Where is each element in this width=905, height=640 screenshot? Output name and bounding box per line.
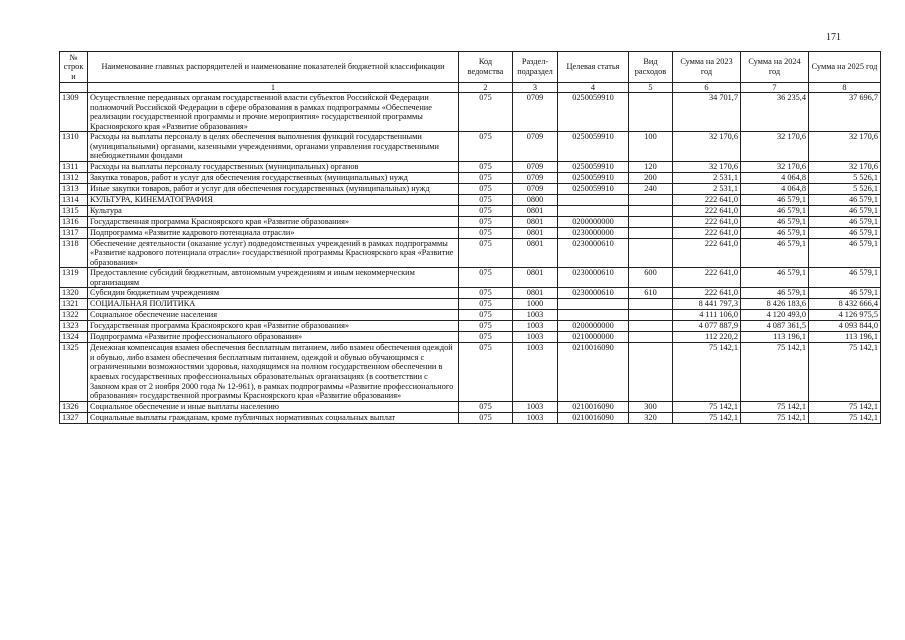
table-row [60, 299, 881, 310]
budget-table [59, 51, 881, 424]
row-number: 1314 [60, 194, 88, 205]
row-kind [629, 238, 673, 268]
row-name: Предоставление субсидий бюджетным, автономным учреждениям и иным некоммерческим организациям [88, 268, 459, 288]
row-sum-2023: 32 170,6 [673, 161, 741, 172]
column-number: 7 [741, 83, 809, 93]
column-number: 6 [673, 83, 741, 93]
row-dept-code: 075 [459, 172, 513, 183]
row-kind: 600 [629, 268, 673, 288]
row-sum-2023: 75 142,1 [673, 401, 741, 412]
table-row [60, 93, 881, 132]
row-number: 1327 [60, 412, 88, 423]
column-number: 8 [809, 83, 881, 93]
row-kind: 320 [629, 412, 673, 423]
row-name: Подпрограмма «Развитие кадрового потенциала отрасли» [88, 227, 459, 238]
row-sum-2025: 46 579,1 [809, 238, 881, 268]
row-sum-2025: 46 579,1 [809, 205, 881, 216]
row-number: 1319 [60, 268, 88, 288]
row-dept-code: 075 [459, 227, 513, 238]
row-sum-2024: 46 579,1 [741, 216, 809, 227]
row-sum-2024: 46 579,1 [741, 288, 809, 299]
header-row-no: № строки [60, 52, 88, 83]
table-row [60, 161, 881, 172]
row-sum-2025: 32 170,6 [809, 161, 881, 172]
row-section: 0801 [513, 216, 558, 227]
row-kind [629, 343, 673, 401]
row-kind [629, 194, 673, 205]
row-section: 1003 [513, 332, 558, 343]
row-name: Осуществление переданных органам государственной власти субъектов Российской Федерации полномочий Российской Федерации в сфере образования в рамках подпрограммы «Обеспечение реализации государственной программы и прочие мероприятия» государственной программы Красноярского края «Развитие образования» [88, 93, 459, 132]
column-number [60, 83, 88, 93]
table-row [60, 412, 881, 423]
header-sum-2023: Сумма на 2023 год [673, 52, 741, 83]
row-kind: 120 [629, 161, 673, 172]
row-sum-2025: 46 579,1 [809, 194, 881, 205]
row-section: 0800 [513, 194, 558, 205]
row-target [558, 310, 629, 321]
table-row [60, 321, 881, 332]
row-sum-2024: 46 579,1 [741, 227, 809, 238]
row-sum-2023: 2 531,1 [673, 172, 741, 183]
row-sum-2024: 4 087 361,5 [741, 321, 809, 332]
row-name: Иные закупки товаров, работ и услуг для обеспечения государственных (муниципальных) нужд [88, 183, 459, 194]
row-dept-code: 075 [459, 93, 513, 132]
row-name: КУЛЬТУРА, КИНЕМАТОГРАФИЯ [88, 194, 459, 205]
row-section: 1000 [513, 299, 558, 310]
row-sum-2025: 8 432 666,4 [809, 299, 881, 310]
row-number: 1316 [60, 216, 88, 227]
row-name: Субсидии бюджетным учреждениям [88, 288, 459, 299]
row-dept-code: 075 [459, 132, 513, 162]
row-target: 0250059910 [558, 132, 629, 162]
row-target [558, 299, 629, 310]
row-section: 1003 [513, 401, 558, 412]
row-kind [629, 321, 673, 332]
row-section: 0709 [513, 183, 558, 194]
row-number: 1315 [60, 205, 88, 216]
row-name: Расходы на выплаты персоналу в целях обеспечения выполнения функций государственными (муниципальными) органами, казенными учреждениями, органами управления государственными внебюджетными фондами [88, 132, 459, 162]
row-sum-2025: 75 142,1 [809, 401, 881, 412]
row-number: 1321 [60, 299, 88, 310]
row-sum-2025: 113 196,1 [809, 332, 881, 343]
table-row [60, 268, 881, 288]
row-name: Подпрограмма «Развитие профессионального образования» [88, 332, 459, 343]
row-sum-2023: 2 531,1 [673, 183, 741, 194]
row-name: Государственная программа Красноярского края «Развитие образования» [88, 321, 459, 332]
row-number: 1320 [60, 288, 88, 299]
row-section: 0801 [513, 227, 558, 238]
table-row [60, 288, 881, 299]
row-kind [629, 93, 673, 132]
header-name: Наименование главных распорядителей и наименование показателей бюджетной классификации [88, 52, 459, 83]
row-dept-code: 075 [459, 401, 513, 412]
row-kind: 300 [629, 401, 673, 412]
table-row [60, 227, 881, 238]
row-target: 0230000000 [558, 227, 629, 238]
row-target: 0250059910 [558, 172, 629, 183]
row-section: 0801 [513, 268, 558, 288]
row-sum-2024: 32 170,6 [741, 132, 809, 162]
row-number: 1324 [60, 332, 88, 343]
row-sum-2025: 75 142,1 [809, 412, 881, 423]
row-sum-2024: 46 579,1 [741, 205, 809, 216]
row-sum-2023: 75 142,1 [673, 412, 741, 423]
row-sum-2024: 46 579,1 [741, 194, 809, 205]
table-body [60, 93, 881, 424]
row-name: Закупка товаров, работ и услуг для обеспечения государственных (муниципальных) нужд [88, 172, 459, 183]
row-number: 1326 [60, 401, 88, 412]
row-sum-2023: 32 170,6 [673, 132, 741, 162]
table-row [60, 216, 881, 227]
row-sum-2025: 46 579,1 [809, 227, 881, 238]
row-target: 0250059910 [558, 183, 629, 194]
row-dept-code: 075 [459, 216, 513, 227]
page-number: 171 [826, 32, 841, 43]
row-section: 0709 [513, 161, 558, 172]
row-dept-code: 075 [459, 288, 513, 299]
column-number: 1 [88, 83, 459, 93]
row-number: 1325 [60, 343, 88, 401]
row-number: 1309 [60, 93, 88, 132]
row-sum-2023: 222 641,0 [673, 205, 741, 216]
row-dept-code: 075 [459, 161, 513, 172]
row-sum-2024: 4 120 493,0 [741, 310, 809, 321]
row-name: Социальное обеспечение и иные выплаты населению [88, 401, 459, 412]
row-name: Социальное обеспечение населения [88, 310, 459, 321]
row-kind [629, 216, 673, 227]
row-sum-2024: 46 579,1 [741, 238, 809, 268]
row-target: 0200000000 [558, 321, 629, 332]
column-number: 5 [629, 83, 673, 93]
row-number: 1312 [60, 172, 88, 183]
row-sum-2024: 4 064,8 [741, 183, 809, 194]
row-sum-2025: 37 696,7 [809, 93, 881, 132]
row-sum-2024: 36 235,4 [741, 93, 809, 132]
row-sum-2023: 75 142,1 [673, 343, 741, 401]
row-section: 1003 [513, 412, 558, 423]
row-dept-code: 075 [459, 238, 513, 268]
row-name: СОЦИАЛЬНАЯ ПОЛИТИКА [88, 299, 459, 310]
row-target: 0230000610 [558, 288, 629, 299]
row-sum-2025: 46 579,1 [809, 268, 881, 288]
column-number: 2 [459, 83, 513, 93]
row-dept-code: 075 [459, 299, 513, 310]
row-target: 0200000000 [558, 216, 629, 227]
table-row [60, 238, 881, 268]
row-kind [629, 299, 673, 310]
table-row [60, 132, 881, 162]
row-target: 0210016090 [558, 401, 629, 412]
row-dept-code: 075 [459, 321, 513, 332]
row-section: 1003 [513, 321, 558, 332]
row-sum-2023: 4 111 106,0 [673, 310, 741, 321]
row-number: 1310 [60, 132, 88, 162]
header-sum-2025: Сумма на 2025 год [809, 52, 881, 83]
row-section: 1003 [513, 343, 558, 401]
row-number: 1323 [60, 321, 88, 332]
row-name: Денежная компенсация взамен обеспечения бесплатным питанием, либо взамен обеспечения одеждой и обувью, либо взамен обеспечения бесплатным питанием, одеждой и обувью обучающимся с ограниченными возможностями здоровья, находящимся на полном государственном обеспечении в краевых государственных профессиональных образовательных организациях (в соответствии с Законом края от 2 ноября 2000 года № 12-961), в рамках подпрограммы «Развитие профессионального образования» государственной программы Красноярского края «Развитие образования» [88, 343, 459, 401]
row-section: 0801 [513, 205, 558, 216]
row-sum-2024: 75 142,1 [741, 401, 809, 412]
row-sum-2023: 112 220,2 [673, 332, 741, 343]
table-row [60, 194, 881, 205]
row-sum-2023: 34 701,7 [673, 93, 741, 132]
table-row [60, 183, 881, 194]
row-name: Обеспечение деятельности (оказание услуг) подведомственных учреждений в рамках подпрограммы «Развитие кадрового потенциала отрасли» государственной программы Красноярского края «Развитие образования» [88, 238, 459, 268]
row-sum-2024: 46 579,1 [741, 268, 809, 288]
row-sum-2024: 32 170,6 [741, 161, 809, 172]
row-sum-2023: 222 641,0 [673, 194, 741, 205]
row-kind [629, 227, 673, 238]
header-sum-2024: Сумма на 2024 год [741, 52, 809, 83]
row-kind [629, 310, 673, 321]
row-section: 0801 [513, 288, 558, 299]
row-target: 0210000000 [558, 332, 629, 343]
row-name: Государственная программа Красноярского края «Развитие образования» [88, 216, 459, 227]
row-kind: 200 [629, 172, 673, 183]
header-kind: Вид расходов [629, 52, 673, 83]
header-dept-code: Код ведомства [459, 52, 513, 83]
row-sum-2024: 4 064,8 [741, 172, 809, 183]
row-section: 0709 [513, 93, 558, 132]
row-sum-2025: 4 126 975,5 [809, 310, 881, 321]
column-number: 4 [558, 83, 629, 93]
row-sum-2025: 46 579,1 [809, 216, 881, 227]
row-kind: 610 [629, 288, 673, 299]
table-row [60, 401, 881, 412]
row-sum-2024: 8 426 183,6 [741, 299, 809, 310]
row-target: 0250059910 [558, 93, 629, 132]
row-section: 1003 [513, 310, 558, 321]
row-sum-2023: 222 641,0 [673, 227, 741, 238]
row-number: 1311 [60, 161, 88, 172]
row-target: 0210016090 [558, 412, 629, 423]
row-sum-2023: 8 441 797,3 [673, 299, 741, 310]
row-sum-2025: 32 170,6 [809, 132, 881, 162]
row-dept-code: 075 [459, 343, 513, 401]
table-row [60, 172, 881, 183]
row-kind: 100 [629, 132, 673, 162]
header-row [60, 52, 881, 83]
row-section: 0709 [513, 172, 558, 183]
row-sum-2025: 4 093 844,0 [809, 321, 881, 332]
row-dept-code: 075 [459, 268, 513, 288]
row-sum-2025: 5 526,1 [809, 172, 881, 183]
row-name: Расходы на выплаты персоналу государственных (муниципальных) органов [88, 161, 459, 172]
row-target: 0250059910 [558, 161, 629, 172]
row-number: 1318 [60, 238, 88, 268]
row-dept-code: 075 [459, 412, 513, 423]
row-kind: 240 [629, 183, 673, 194]
table-row [60, 205, 881, 216]
row-dept-code: 075 [459, 194, 513, 205]
header-target: Целевая статья [558, 52, 629, 83]
row-number: 1322 [60, 310, 88, 321]
row-section: 0801 [513, 238, 558, 268]
row-number: 1313 [60, 183, 88, 194]
row-target: 0230000610 [558, 238, 629, 268]
row-sum-2023: 222 641,0 [673, 238, 741, 268]
header-section: Раздел-подраздел [513, 52, 558, 83]
table-row [60, 310, 881, 321]
row-kind [629, 205, 673, 216]
row-number: 1317 [60, 227, 88, 238]
row-dept-code: 075 [459, 205, 513, 216]
row-sum-2024: 75 142,1 [741, 412, 809, 423]
row-dept-code: 075 [459, 332, 513, 343]
row-target: 0230000610 [558, 268, 629, 288]
row-dept-code: 075 [459, 183, 513, 194]
table-row [60, 343, 881, 401]
row-sum-2023: 4 077 887,9 [673, 321, 741, 332]
row-sum-2023: 222 641,0 [673, 268, 741, 288]
row-sum-2025: 5 526,1 [809, 183, 881, 194]
column-number-row [60, 83, 881, 93]
row-name: Культура [88, 205, 459, 216]
row-sum-2023: 222 641,0 [673, 216, 741, 227]
row-sum-2024: 75 142,1 [741, 343, 809, 401]
row-dept-code: 075 [459, 310, 513, 321]
column-number: 3 [513, 83, 558, 93]
row-target [558, 205, 629, 216]
table-row [60, 332, 881, 343]
row-sum-2023: 222 641,0 [673, 288, 741, 299]
row-kind [629, 332, 673, 343]
row-section: 0709 [513, 132, 558, 162]
row-target [558, 194, 629, 205]
row-sum-2025: 75 142,1 [809, 343, 881, 401]
row-name: Социальные выплаты гражданам, кроме публичных нормативных социальных выплат [88, 412, 459, 423]
row-target: 0210016090 [558, 343, 629, 401]
row-sum-2024: 113 196,1 [741, 332, 809, 343]
row-sum-2025: 46 579,1 [809, 288, 881, 299]
